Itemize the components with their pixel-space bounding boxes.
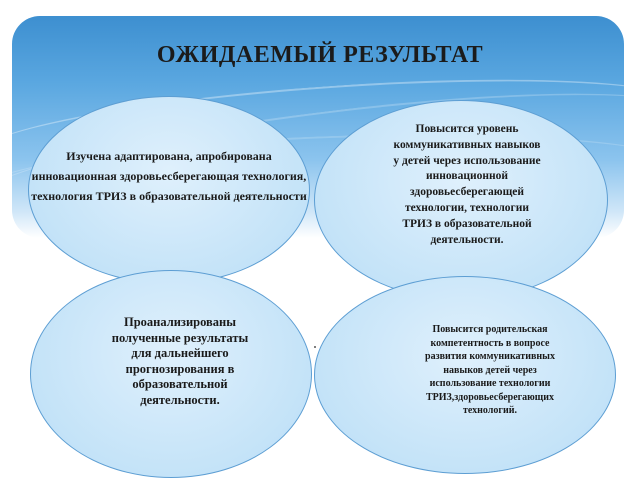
result-text-4: Повысится родительская компетентность в вопросе развития коммуникативных навыков детей через использование технологии ТРИЗ,здоровьесберегающих технологий.: [425, 324, 555, 416]
slide-title: ОЖИДАЕМЫЙ РЕЗУЛЬТАТ: [156, 42, 484, 68]
stray-dot: [314, 346, 316, 348]
result-text-1: Изучена адаптирована, апробирована инновационная здоровьесберегающая технология, технология ТРИЗ в образовательной деятельности: [31, 149, 307, 203]
result-text-3: Проанализированы полученные результаты для дальнейшего прогнозирования в образовательной деятельности.: [111, 315, 249, 407]
result-text-2: Повысится уровень коммуникативных навыков у детей через использование инновационной здоровьесберегающей технологии, технологии ТРИЗ в образовательной деятельности.: [393, 123, 541, 246]
